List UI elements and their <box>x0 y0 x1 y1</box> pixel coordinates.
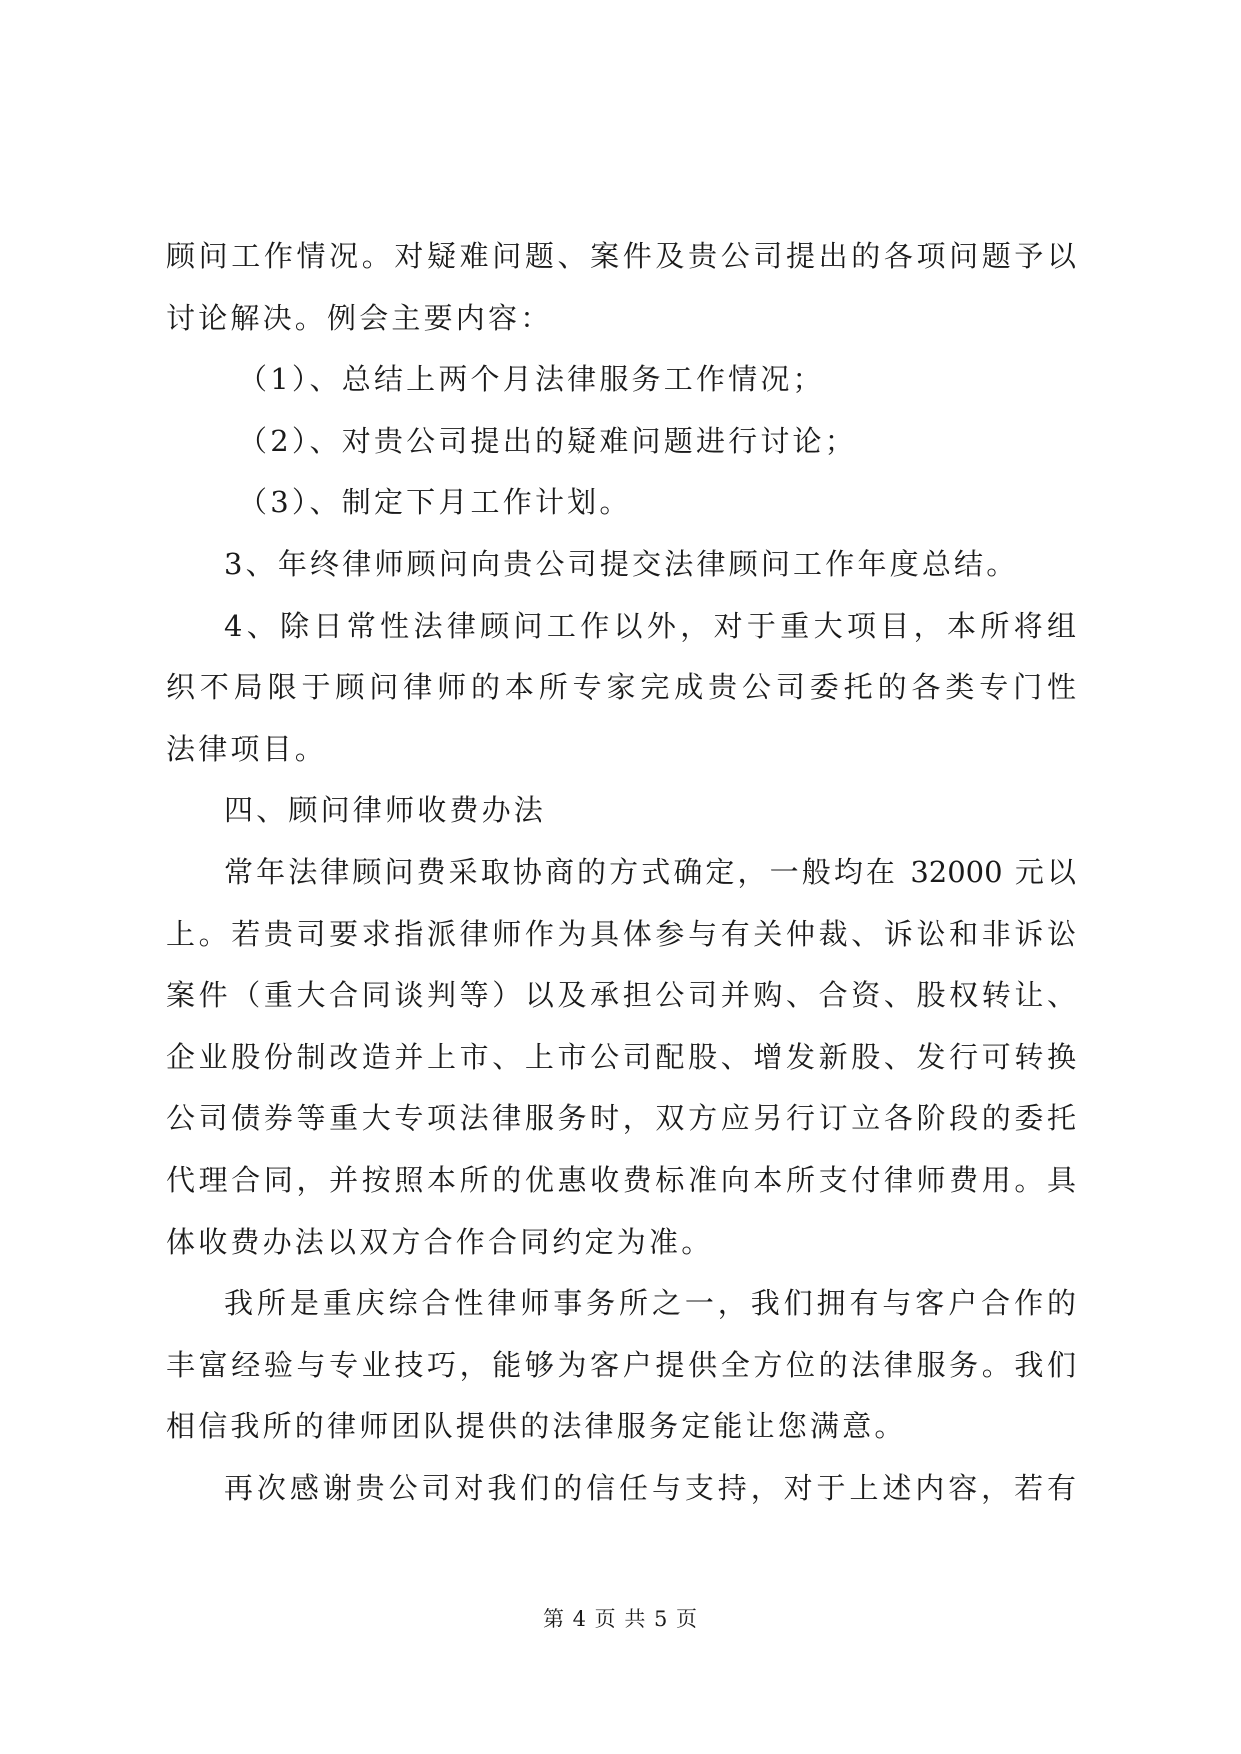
text-line: 上。若贵司要求指派律师作为具体参与有关仲裁、诉讼和非诉讼 <box>166 916 1076 951</box>
text-line: （2）、对贵公司提出的疑难问题进行讨论； <box>238 423 857 458</box>
text-line: 3、年终律师顾问向贵公司提交法律顾问工作年度总结。 <box>224 546 1019 581</box>
text-line: 相信我所的律师团队提供的法律服务定能让您满意。 <box>166 1409 907 1444</box>
text-line: 常年法律顾问费采取协商的方式确定，一般均在 32000 元以 <box>224 854 1076 889</box>
text-line: 讨论解决。例会主要内容： <box>166 300 553 335</box>
text-line: 织不局限于顾问律师的本所专家完成贵公司委托的各类专门性 <box>166 670 1076 705</box>
page-footer: 第 4 页 共 5 页 <box>542 1607 699 1631</box>
text-line: 四、顾问律师收费办法 <box>224 793 547 828</box>
text-line: 代理合同，并按照本所的优惠收费标准向本所支付律师费用。具 <box>166 1162 1076 1197</box>
text-line: 公司债券等重大专项法律服务时，双方应另行订立各阶段的委托 <box>166 1101 1076 1136</box>
text-line: 再次感谢贵公司对我们的信任与支持，对于上述内容，若有 <box>224 1470 1076 1505</box>
text-line: （1）、总结上两个月法律服务工作情况； <box>238 362 825 397</box>
text-line: 体收费办法以双方合作合同约定为准。 <box>166 1224 714 1259</box>
text-line: 4、除日常性法律顾问工作以外，对于重大项目，本所将组 <box>224 608 1076 643</box>
text-line: 丰富经验与专业技巧，能够为客户提供全方位的法律服务。我们 <box>166 1347 1076 1382</box>
text-line: 案件（重大合同谈判等）以及承担公司并购、合资、股权转让、 <box>166 978 1076 1013</box>
text-line: 法律项目。 <box>166 731 328 766</box>
text-line: 顾问工作情况。对疑难问题、案件及贵公司提出的各项问题予以 <box>166 239 1076 273</box>
text-line: 我所是重庆综合性律师事务所之一，我们拥有与客户合作的 <box>224 1286 1076 1321</box>
document-body <box>166 226 1076 1519</box>
text-line: （3）、制定下月工作计划。 <box>238 485 632 520</box>
text-line: 企业股份制改造并上市、上市公司配股、增发新股、发行可转换 <box>166 1039 1076 1074</box>
